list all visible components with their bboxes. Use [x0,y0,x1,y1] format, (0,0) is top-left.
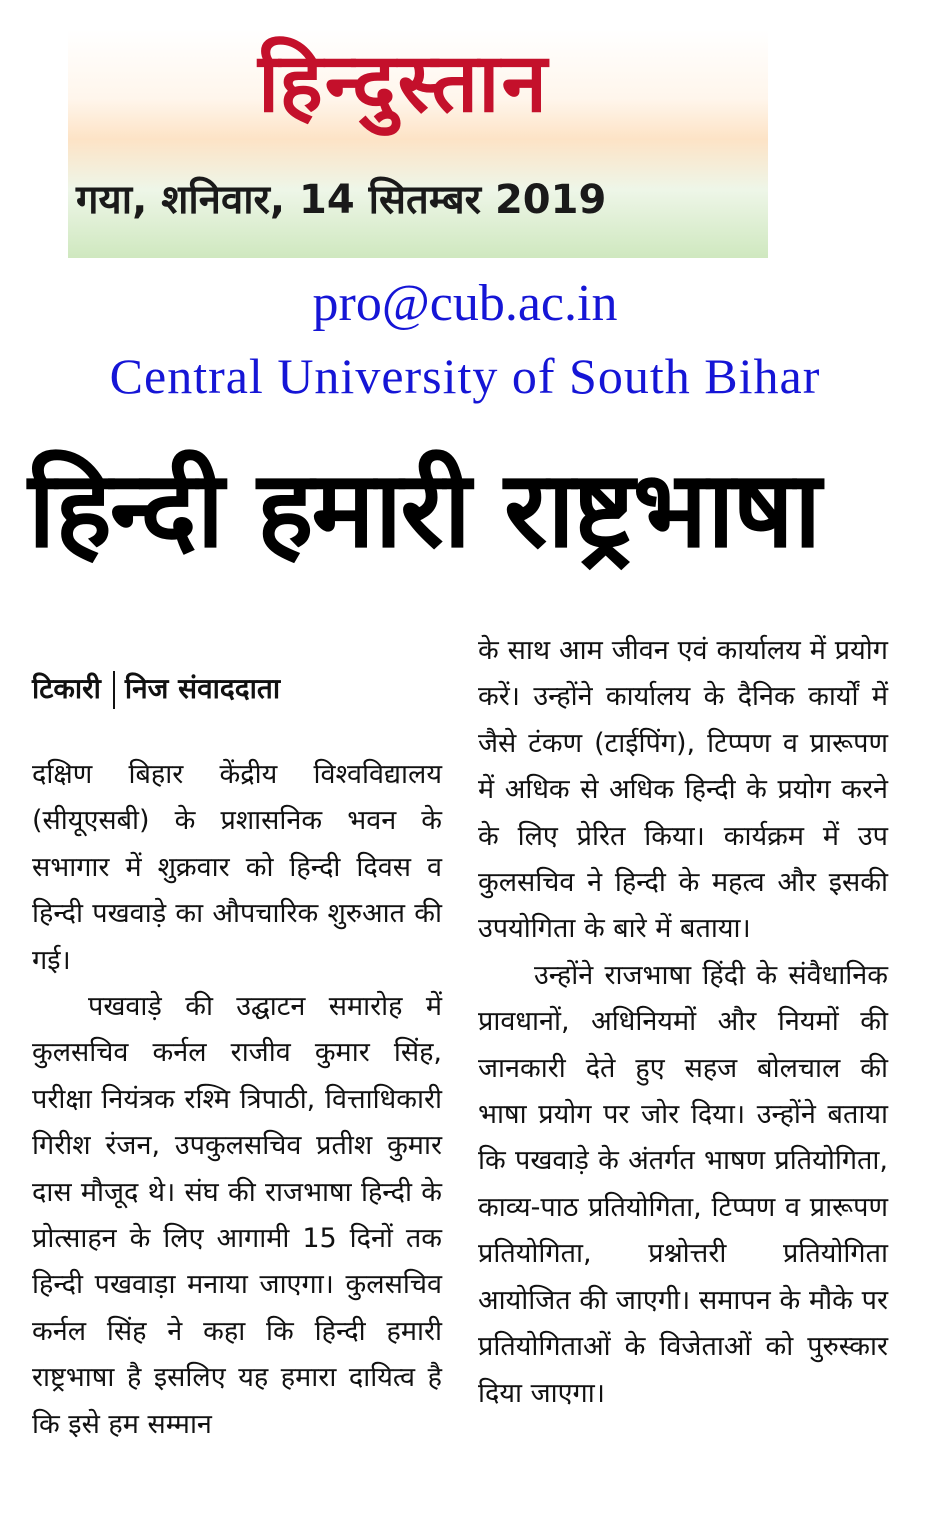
article-paragraph: के साथ आम जीवन एवं कार्यालय में प्रयोग करें। उन्होंने कार्यालय के दैनिक कार्यों में जैसे टंकण (टाईपिंग), टिप्पण व प्रारूपण में अधिक से अधिक हिन्दी के प्रयोग करने के लिए प्रेरित किया। कार्यक्रम में उप कुलसचिव ने हिन्दी के महत्व और इसकी उपयोगिता के बारे में बताया। [478,635,888,945]
dateline: गया, शनिवार, 14 सितम्बर 2019 [76,177,607,223]
article-paragraph: दक्षिण बिहार केंद्रीय विश्वविद्यालय (सीयूएसबी) के प्रशासनिक भवन के सभागार में शुक्रवार को हिन्दी दिवस व हिन्दी पखवाड़े का औपचारिक शुरुआत की गई। [32,759,442,976]
article-column-right [478,628,888,1417]
university-name: Central University of South Bihar [109,348,821,404]
article-paragraph: पखवाड़े की उद्घाटन समारोह में कुलसचिव कर्नल राजीव कुमार सिंह, परीक्षा नियंत्रक रश्मि त्रिपाठी, वित्ताधिकारी गिरीश रंजन, उपकुलसचिव प्रतीश कुमार दास मौजूद थे। संघ की राजभाषा हिन्दी के प्रोत्साहन के लिए आगामी 15 दिनों तक हिन्दी पखवाड़ा मनाया जाएगा। कुलसचिव कर्नल सिंह ने कहा कि हिन्दी हमारी राष्ट्रभाषा है इसलिए यह हमारा दायित्व है कि इसे हम सम्मान [32,991,442,1440]
article-paragraph: उन्होंने राजभाषा हिंदी के संवैधानिक प्रावधानों, अधिनियमों और नियमों की जानकारी देते हुए सहज बोलचाल की भाषा प्रयोग पर जोर दिया। उन्होंने बताया कि पखवाड़े के अंतर्गत भाषण प्रतियोगिता, काव्य-पाठ प्रतियोगिता, टिप्पण व प्रारूपण प्रतियोगिता, प्रश्नोत्तरी प्रतियोगिता आयोजित की जाएगी। समापन के मौके पर प्रतियोगिताओं के विजेताओं को पुरुस्कार दिया जाएगा। [478,959,888,1409]
newspaper-masthead [68,30,768,258]
byline-location: टिकारी [32,672,101,705]
contact-email: pro@cub.ac.in [312,275,618,332]
byline [32,664,280,714]
article-column-left [32,752,442,1448]
byline-divider [113,671,115,709]
newspaper-logo: हिन्दुस्तान [258,36,550,131]
article-headline: हिन्दी हमारी राष्ट्रभाषा [28,448,820,571]
byline-author: निज संवाददाता [124,672,281,705]
